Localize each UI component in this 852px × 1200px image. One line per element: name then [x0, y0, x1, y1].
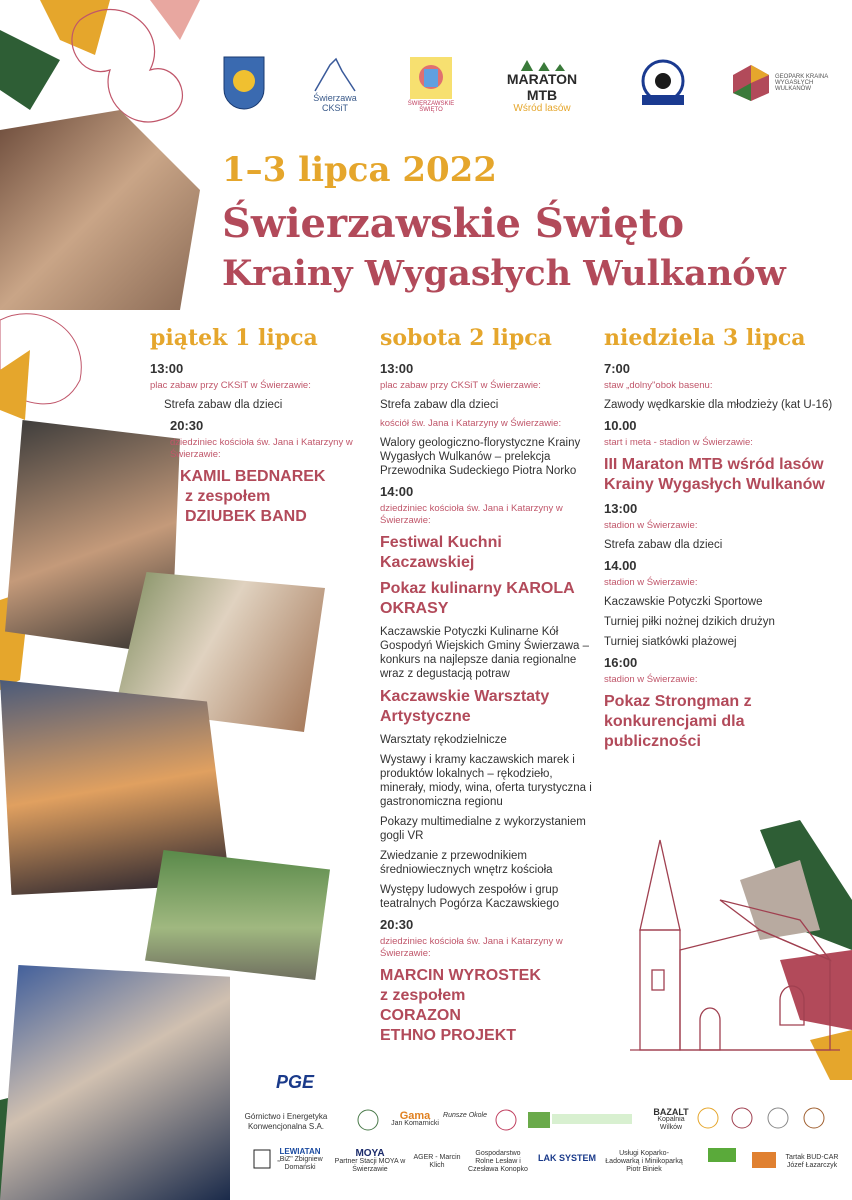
activity: Turniej piłki nożnej dzikich drużyn — [604, 616, 775, 628]
gama-sponsor — [390, 1112, 440, 1128]
venue: stadion w Świerzawie: — [604, 674, 698, 685]
activity: Występy ludowych zespołów i grup teatralnych Pogórza Kaczawskiego — [380, 884, 559, 910]
headliner-name: MARCIN WYROSTEK — [380, 967, 541, 984]
venue: plac zabaw przy CKSiT w Świerzawie: — [150, 380, 311, 391]
activity: Wystawy i kramy kaczawskich marek i produktów lokalnych – rękodzieło, minerały, miody, wina, oferta turystyczna i gastronomiczna regionu — [380, 754, 592, 808]
venue: stadion w Świerzawie: — [604, 577, 698, 588]
geopark-logo — [728, 58, 838, 108]
lewiatan-sponsor-sub: „BiZ" Zbigniew Domański — [277, 1156, 323, 1171]
schedule-sunday — [604, 325, 834, 758]
day-heading-sunday: niedziela 3 lipca — [604, 325, 806, 351]
activity: Zawody wędkarskie dla młodzieży (kat U-16) — [604, 399, 833, 411]
event-title-line2: Krainy Wygasłych Wulkanów — [222, 253, 786, 294]
maraton-mtb-title: MARATON MTB — [506, 71, 578, 103]
maraton-mtb-subtitle: Wśród lasów — [513, 103, 571, 114]
time-slot: 10.00 — [604, 418, 637, 433]
activity: Warsztaty rękodzielnicze — [380, 734, 507, 746]
event-highlight: Kaczawskie Warsztaty Artystyczne — [380, 688, 550, 725]
time-slot: 20:30 — [380, 917, 414, 932]
event-highlight: Pokaz kulinarny KAROLA OKRASY — [380, 580, 575, 617]
headliner-with: z zespołem — [185, 488, 271, 505]
headliner-band: CORAZON — [380, 1007, 461, 1024]
pge-logo-text: PGE — [275, 1072, 314, 1092]
bazalt-logo-text: BAZALT — [653, 1107, 689, 1117]
bazalt-sponsor-sub: Kopalnia Wilków — [657, 1116, 685, 1131]
tartak-sponsor: Tartak BUD-CAR Józef Łazarczyk — [785, 1154, 839, 1169]
pge-sponsor-name: Górnictwo i Energetyka Konwencjonalna S.A. — [244, 1112, 328, 1131]
time-slot: 16:00 — [604, 655, 638, 670]
venue: dziedziniec kościoła św. Jana i Katarzyny w Świerzawie: — [380, 503, 563, 526]
day-heading-friday: piątek 1 lipca — [150, 325, 318, 351]
cksit-logo-text: Świerzawa CKSiT — [313, 93, 357, 113]
venue: dziedziniec kościoła św. Jana i Katarzyny w Świerzawie: — [380, 936, 563, 959]
maraton-mtb-logo — [490, 58, 594, 114]
venue: stadion w Świerzawie: — [604, 520, 698, 531]
mtb-race-photo — [145, 850, 330, 980]
pogon-swierzawa-logo — [628, 55, 698, 111]
geopark-logo-text: GEOPARK KRAINA WYGASŁYCH WULKANÓW — [775, 74, 828, 92]
lewiatan-sponsor — [272, 1148, 328, 1172]
event-highlight: III Maraton MTB wśród lasów Krainy Wygasłych Wulkanów — [604, 456, 825, 493]
schedule-friday — [150, 325, 370, 533]
day-heading-saturday: sobota 2 lipca — [380, 325, 552, 351]
activity: Strefa zabaw dla dzieci — [164, 399, 283, 411]
moya-sponsor-sub: Partner Stacji MOYA w Świerzawie — [334, 1158, 406, 1173]
activity: Turniej siatkówki plażowej — [604, 636, 737, 648]
time-slot: 13:00 — [380, 361, 414, 376]
activity: Zwiedzanie z przewodnikiem średniowiecznych wnętrz kościoła — [380, 850, 553, 876]
headliner-band: ETHNO PROJEKT — [380, 1027, 517, 1044]
schedule-saturday — [380, 325, 600, 1052]
pge-sponsor-logo — [250, 1072, 340, 1092]
gospodarstwo-sponsor: Gospodarstwo Rolne Lesław i Czesława Konopko — [468, 1150, 528, 1173]
activity: Pokazy multimedialne z wykorzystaniem gogli VR — [380, 816, 586, 842]
time-slot: 14:00 — [380, 484, 414, 499]
time-slot: 13:00 — [604, 501, 638, 516]
time-slot: 7:00 — [604, 361, 631, 376]
venue: kościół św. Jana i Katarzyny w Świerzawie: — [380, 418, 562, 429]
time-slot: 20:30 — [170, 418, 204, 433]
event-highlight: Pokaz Strongman z konkurencjami dla publiczności — [604, 693, 752, 750]
moya-sponsor — [330, 1150, 410, 1174]
headliner-with: z zespołem — [380, 987, 466, 1004]
moya-logo-text: MOYA — [355, 1148, 385, 1159]
lewiatan-logo-text: LEWIATAN — [279, 1147, 321, 1156]
venue: start i meta - stadion w Świerzawie: — [604, 437, 753, 448]
headliner-band: DZIUBEK BAND — [185, 508, 307, 525]
cksit-logo — [300, 55, 370, 115]
gama-sponsor-sub: Jan Komarnicki — [391, 1120, 439, 1127]
marcin-wyrostek-photo — [0, 965, 230, 1200]
venue: plac zabaw przy CKSiT w Świerzawie: — [380, 380, 541, 391]
activity: Walory geologiczno-florystyczne Krainy Wygasłych Wulkanów – prelekcja Przewodnika Sudeckiego Piotra Norko — [380, 437, 581, 477]
activity: Kaczawskie Potyczki Sportowe — [604, 596, 763, 608]
activity: Strefa zabaw dla dzieci — [380, 399, 499, 411]
venue: staw „dolny"obok basenu: — [604, 380, 713, 391]
uslugi-sponsor: Usługi Koparko-Ładowarką i Minikoparką Piotr Biniek — [605, 1150, 683, 1173]
gama-logo-text: Gama — [399, 1110, 431, 1122]
activity: Strefa zabaw dla dzieci — [604, 539, 723, 551]
time-slot: 13:00 — [150, 361, 184, 376]
swieto-logo — [400, 48, 462, 120]
bazalt-sponsor — [646, 1108, 696, 1132]
activity: Kaczawskie Potyczki Kulinarne Kół Gospodyń Wiejskich Gminy Świerzawa – konkurs na najlepsze dania regionalne wraz z degustacją potraw — [380, 626, 589, 680]
runsze-sponsor: Runsze Okole — [443, 1112, 487, 1119]
event-highlight: Festiwal Kuchni Kaczawskiej — [380, 534, 502, 571]
swieto-logo-text: ŚWIERZAWSKIE ŚWIĘTO — [407, 101, 455, 113]
event-date: 1–3 lipca 2022 — [222, 150, 497, 190]
time-slot: 14.00 — [604, 558, 637, 573]
headliner-name: KAMIL BEDNAREK — [180, 468, 326, 485]
swierzawa-coat-of-arms-logo — [222, 55, 266, 111]
ager-sponsor: AGER - Marcin Klich — [413, 1154, 461, 1169]
lak-system-sponsor: LAK SYSTEM — [537, 1153, 596, 1163]
venue: dziedziniec kościoła św. Jana i Katarzyny w Świerzawie: — [170, 437, 353, 460]
event-title-line1: Świerzawskie Święto — [222, 200, 685, 247]
